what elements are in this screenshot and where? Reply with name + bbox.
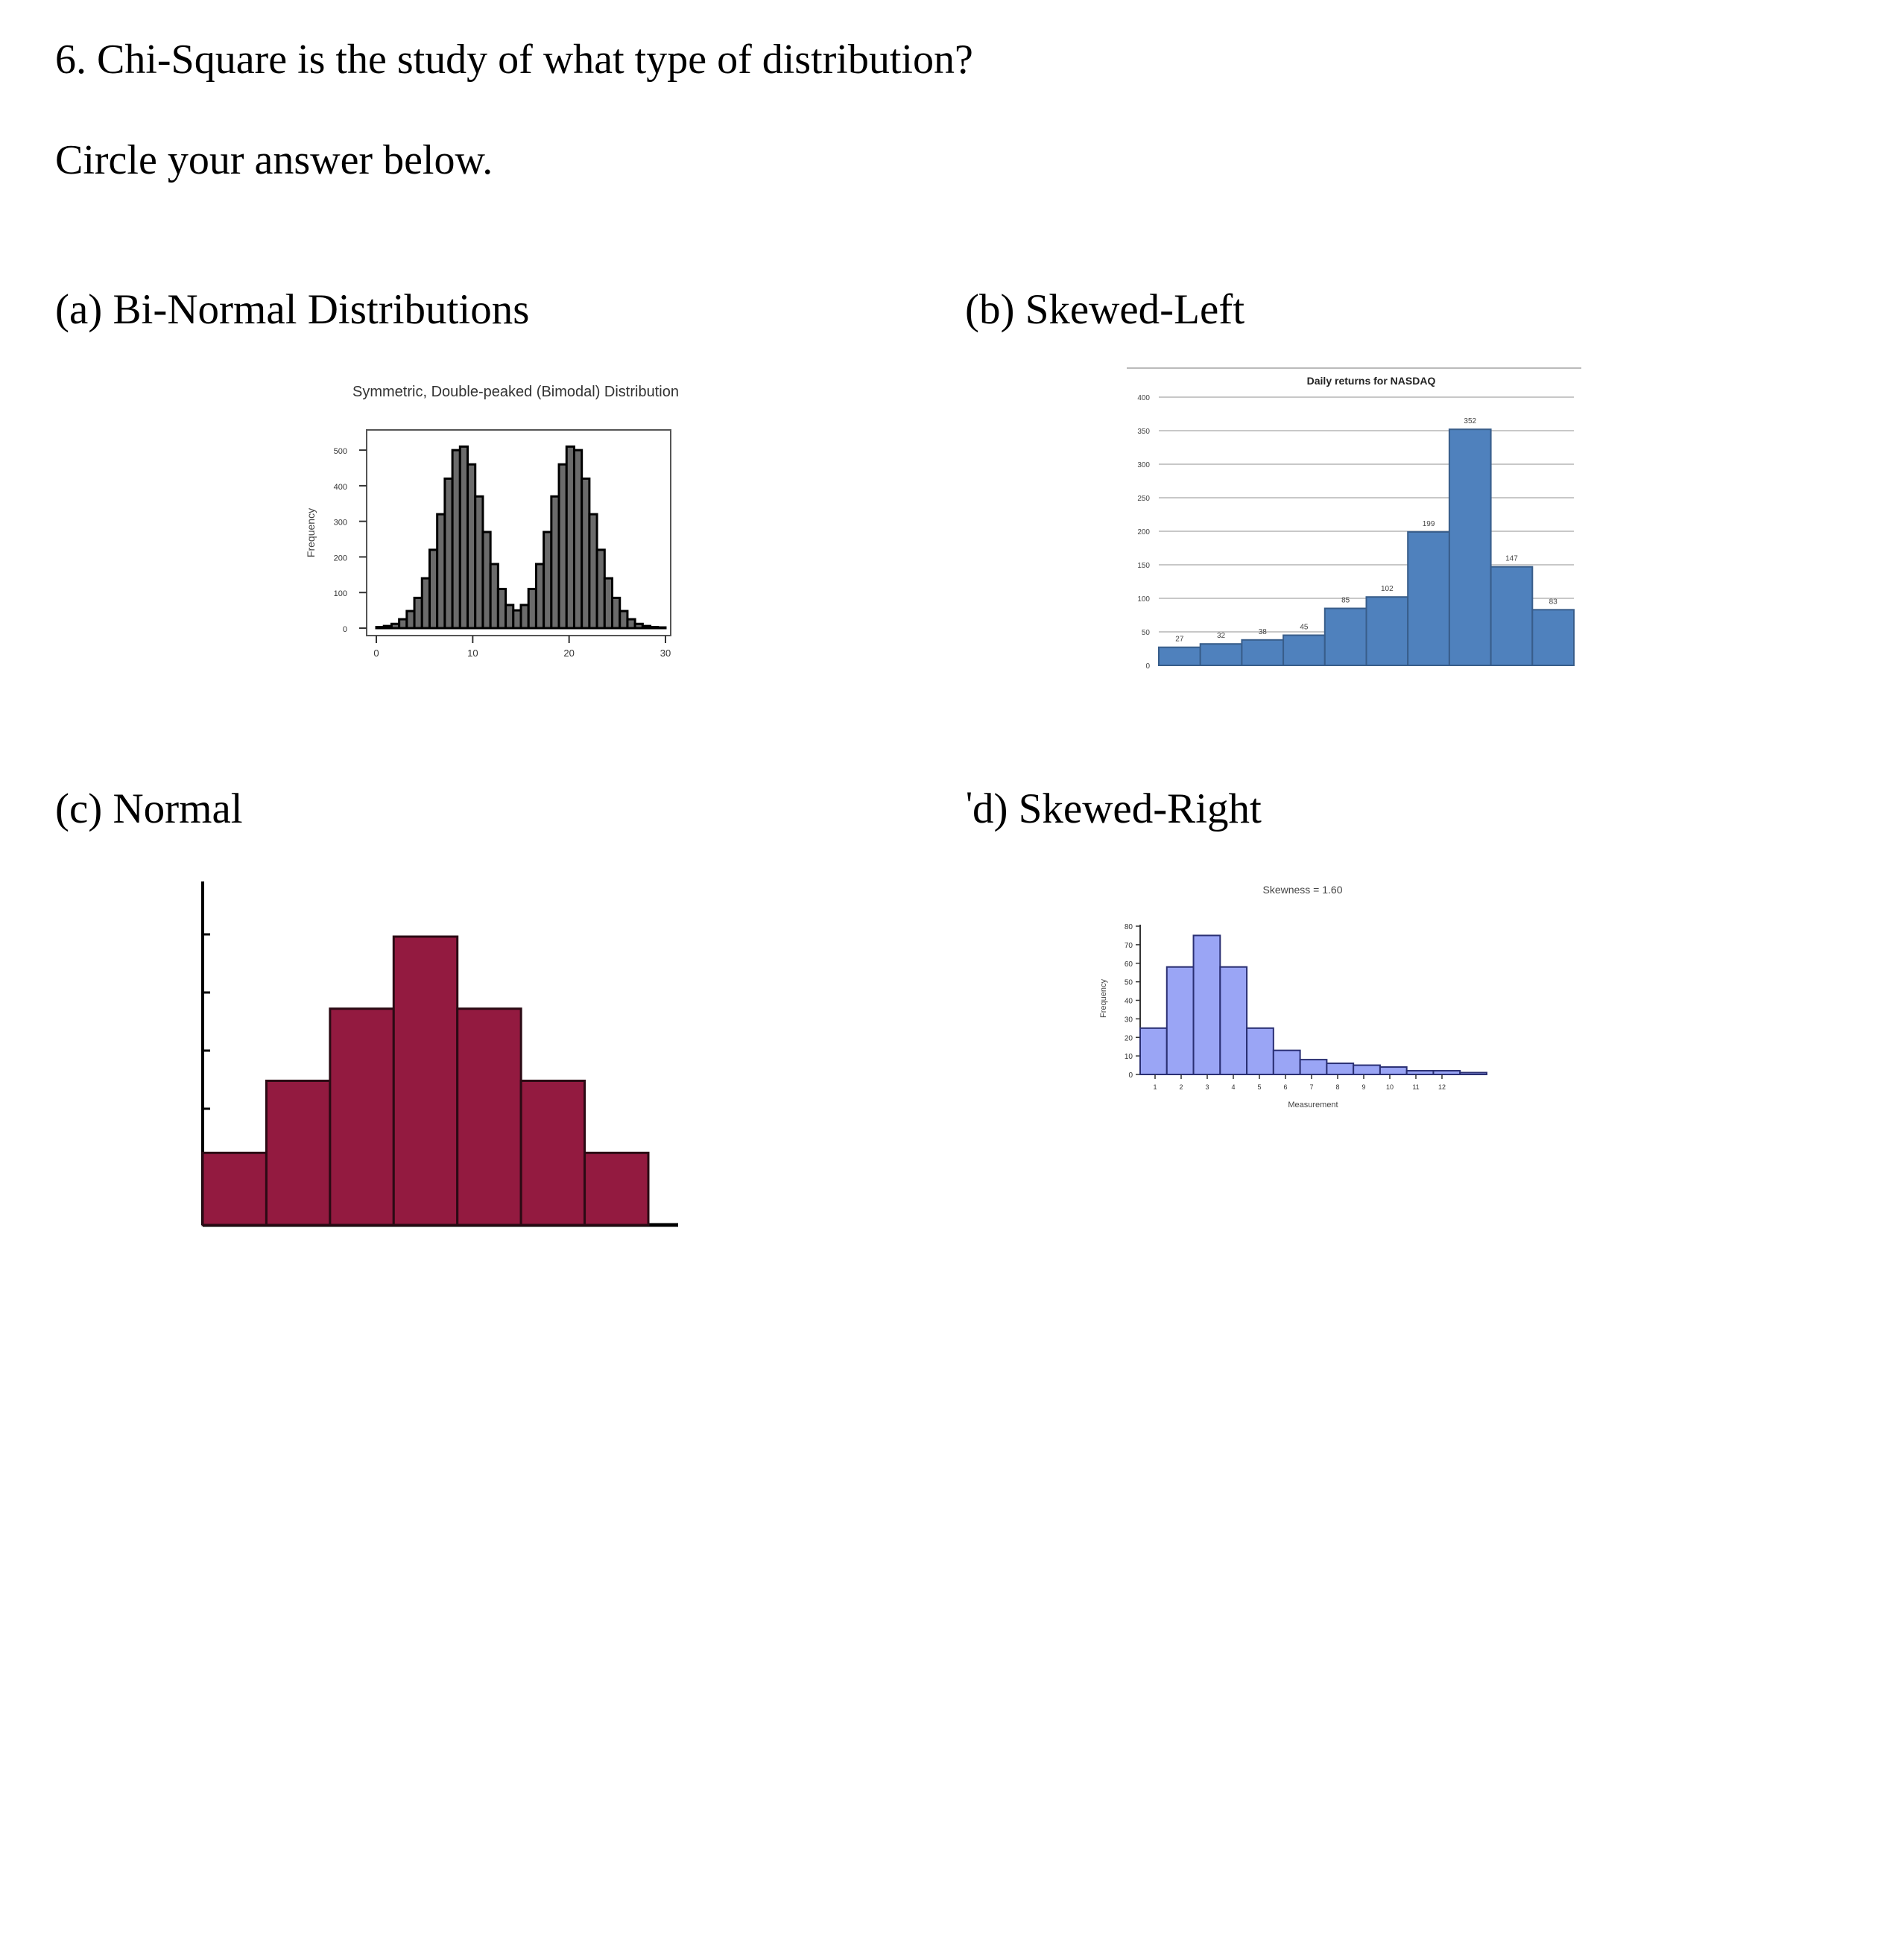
question-text: 6. Chi-Square is the study of what type of distribution? bbox=[55, 37, 973, 83]
option-d-label[interactable]: d) Skewed-Right bbox=[972, 785, 1262, 832]
chart-d-ytick-label: 20 bbox=[1124, 1034, 1133, 1043]
chart-b-data-label: 85 bbox=[1341, 596, 1350, 605]
chart-a-ytick-label: 500 bbox=[333, 447, 347, 457]
chart-b-ytick-label: 50 bbox=[1141, 629, 1150, 637]
chart-d-bar bbox=[1380, 1067, 1407, 1074]
chart-d-bar bbox=[1300, 1060, 1327, 1074]
chart-b-ytick-label: 200 bbox=[1137, 528, 1150, 536]
chart-b-data-label: 199 bbox=[1422, 519, 1435, 528]
chart-b-data-label: 102 bbox=[1381, 585, 1394, 594]
chart-d-ytick-label: 60 bbox=[1124, 960, 1133, 969]
chart-d-title: Skewness = 1.60 bbox=[1262, 884, 1343, 896]
chart-d-xtick-label: 1 bbox=[1153, 1083, 1157, 1091]
chart-d-ytick-label: 80 bbox=[1124, 923, 1133, 931]
chart-b-data-label: 32 bbox=[1216, 632, 1226, 641]
chart-d-ytick-label: 40 bbox=[1124, 997, 1133, 1006]
chart-d-xtick-label: 12 bbox=[1438, 1083, 1446, 1091]
chart-b-ytick-label: 400 bbox=[1137, 394, 1150, 402]
chart-d-xtick-label: 6 bbox=[1283, 1083, 1288, 1091]
instruction-text: Circle your answer below. bbox=[55, 137, 493, 183]
chart-d-ytick-label: 10 bbox=[1124, 1053, 1133, 1062]
chart-b-data-label: 147 bbox=[1505, 554, 1518, 563]
chart-a-ytick-label: 200 bbox=[333, 554, 347, 563]
chart-d-bar bbox=[1167, 967, 1194, 1074]
chart-b-ytick-label: 350 bbox=[1137, 428, 1150, 436]
chart-d-ytick-label: 50 bbox=[1124, 978, 1133, 987]
chart-d-xtick-label: 11 bbox=[1412, 1083, 1420, 1091]
option-c-label[interactable]: (c) Normal bbox=[55, 785, 243, 832]
chart-b-title: Daily returns for NASDAQ bbox=[1306, 375, 1436, 387]
chart-a-xtick-label: 30 bbox=[660, 648, 671, 659]
chart-d-bar bbox=[1353, 1066, 1380, 1074]
chart-d-bar bbox=[1220, 967, 1247, 1074]
chart-b-data-label: 38 bbox=[1258, 627, 1267, 636]
chart-b-data-label: 27 bbox=[1175, 635, 1184, 644]
chart-d-bar bbox=[1407, 1071, 1434, 1074]
chart-d-bar bbox=[1460, 1073, 1487, 1074]
chart-b-data-label: 45 bbox=[1300, 623, 1309, 632]
chart-a-title: Symmetric, Double-peaked (Bimodal) Distribution bbox=[352, 384, 679, 400]
chart-a-xtick-label: 10 bbox=[467, 648, 478, 659]
chart-a-ytick-label: 0 bbox=[342, 625, 347, 634]
option-d-mark: ' bbox=[966, 783, 973, 825]
chart-d-bar bbox=[1194, 935, 1221, 1074]
chart-a-ylabel: Frequency bbox=[305, 507, 317, 558]
chart-a-xtick-label: 20 bbox=[563, 648, 575, 659]
chart-d-bar bbox=[1433, 1071, 1460, 1074]
chart-d-xtick-label: 10 bbox=[1385, 1083, 1394, 1091]
chart-a-ytick-label: 400 bbox=[333, 482, 347, 492]
option-a-label[interactable]: (a) Bi-Normal Distributions bbox=[55, 286, 530, 333]
chart-d-xlabel: Measurement bbox=[1288, 1101, 1338, 1109]
chart-b-ytick-label: 250 bbox=[1137, 495, 1150, 503]
chart-a-ytick-label: 100 bbox=[333, 589, 347, 599]
chart-d-ytick-label: 0 bbox=[1128, 1071, 1133, 1080]
option-b-label[interactable]: (b) Skewed-Left bbox=[965, 286, 1245, 333]
chart-d-xtick-label: 5 bbox=[1257, 1083, 1262, 1091]
chart-d-ytick-label: 70 bbox=[1124, 941, 1133, 950]
chart-d-bar bbox=[1140, 1028, 1167, 1074]
chart-b-ytick-label: 150 bbox=[1137, 562, 1150, 570]
chart-b-ytick-label: 100 bbox=[1137, 595, 1150, 604]
chart-d-ylabel: Frequency bbox=[1099, 979, 1108, 1018]
chart-d-xtick-label: 7 bbox=[1309, 1083, 1314, 1091]
chart-b-ytick-label: 0 bbox=[1145, 662, 1150, 671]
chart-d-xtick-label: 3 bbox=[1205, 1083, 1209, 1091]
chart-b-data-label: 352 bbox=[1464, 417, 1477, 426]
chart-d-xtick-label: 9 bbox=[1361, 1083, 1366, 1091]
chart-d-bar bbox=[1274, 1051, 1300, 1074]
chart-d-xtick-label: 4 bbox=[1231, 1083, 1236, 1091]
chart-b-data-label: 83 bbox=[1549, 598, 1557, 607]
chart-a-xtick-label: 0 bbox=[373, 648, 379, 659]
chart-d-xtick-label: 8 bbox=[1335, 1083, 1340, 1091]
chart-a-ytick-label: 300 bbox=[333, 518, 347, 528]
chart-d-ytick-label: 30 bbox=[1124, 1016, 1133, 1025]
chart-d-bar bbox=[1247, 1028, 1274, 1074]
chart-b-ytick-label: 300 bbox=[1137, 461, 1150, 469]
chart-d-bar bbox=[1326, 1063, 1353, 1074]
chart-d-xtick-label: 2 bbox=[1179, 1083, 1183, 1091]
